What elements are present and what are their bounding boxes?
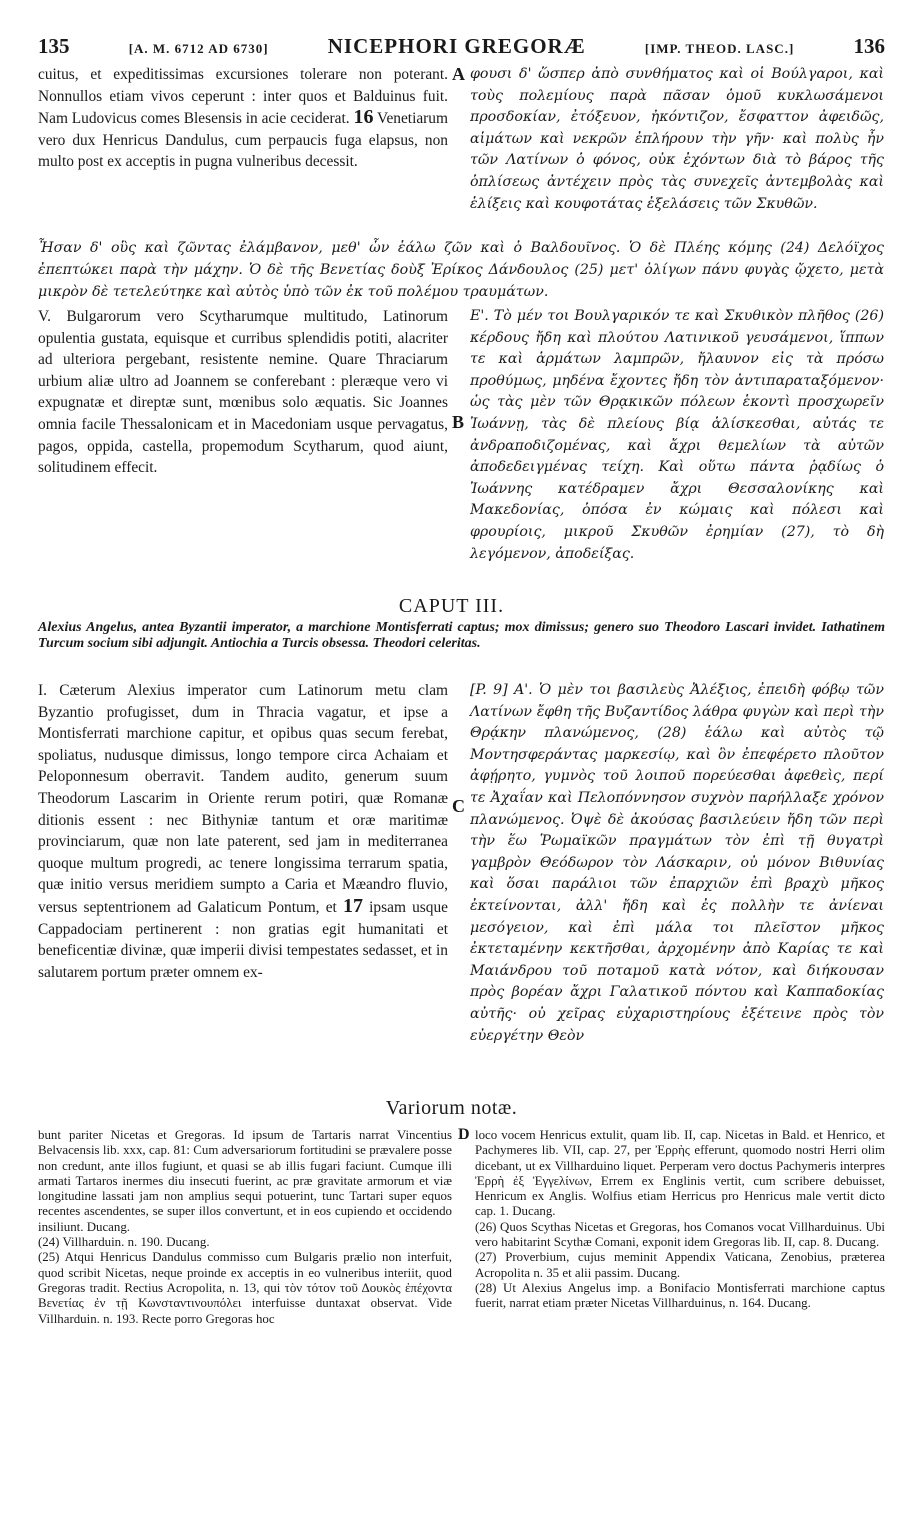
note-paragraph: (28) Ut Alexius Angelus imp. a Bonifacio Montisferrati marchione captus fuerit, narrat etiam præter Nicetas Villharduinus, n. 164. Ducang.	[475, 1280, 885, 1311]
margin-letter-b: B	[452, 412, 465, 432]
notes-column-left	[38, 1128, 452, 1327]
latin-column-section-i	[38, 680, 448, 983]
greek-text: Ε'. Τὸ μέν τοι Βουλγαρικόν τε καὶ Σκυθικὸν πλῆθος (26) κέρδους ἤδη καὶ πλούτου Λατινικοῦ γευσάμενοι, ἵππων τε καὶ ἁρμάτων λαμπρῶν, ἤλαυνον εἰς τὰ πρόσω προθύμως, μηδένα ἔχοντες ἤδη τὸν ἀντιπαραταξόμενον· ὡς τὰς μὲν τῶν Θρᾳκικῶν πόλεων ἑκοντὶ προσχωρεῖν Ἰωάννῃ, τὰς δὲ πλείους βίᾳ ἁλίσκεσθαι, αὐτάς τε ἀνδραποδιζομένας, καὶ ἄχρι θεμελίων τὰ αὐτῶν ἀποδεδειγμένας τείχη. Καὶ οὕτω πάντα ῥᾳδίως ὁ Ἰωάννης κατέδραμεν ἄχρι Θεσσαλονίκης καὶ Μακεδονίας, ὁπόσα ἐν κώμαις καὶ πόλεσι καὶ φρουρίοις, μικροῦ Σκυθῶν ἐρημίαν (27), τὸ δὴ λεγόμενον, ἀποδείξας.	[470, 308, 884, 562]
note-paragraph: (25) Atqui Henricus Dandulus commisso cum Bulgaris prælio non interfuit, quod scribit Nicetas, neque proinde ex acceptis in eo vulneribus interiit, quod Gregoras tradit. Rectius Acropolita, n. 13, qui τὸν τότον τοῦ Δουκὸς ἐπέχοντα Βενετίας ἐν τῇ Κωνσταντινουπόλει interfuisse duntaxat observat. Vide Villharduin. n. 193. Recte porro Gregoras hoc	[38, 1250, 452, 1326]
chapter-heading: CAPUT III.	[398, 595, 505, 617]
greek-column-section-i	[470, 680, 884, 1047]
section-marker-17: 17	[342, 894, 363, 917]
note-paragraph: (26) Quos Scythas Nicetas et Gregoras, hos Comanos vocat Villharduinus. Ubi vero habitarint Scythæ Comani, exponit idem Gregoras lib. II, cap. 8. Ducang.	[475, 1219, 885, 1250]
note-paragraph: bunt pariter Nicetas et Gregoras. Id ipsum de Tartaris narrat Vincentius Belvacensis lib. xxx, cap. 81: Cum adversariorum fortitudini se prævalere posse non credunt, ante illos fugiunt, et quasi se ab illis fugari faciunt. Cumque illi armati Tartaros inermes diu insecuti fuerint, ac præ gravitate armorum et viæ longitudine lassati jam non amplius sequi potuerint, tunc Tartari super equos recentes ascendentes, se super illos convertunt, et in eos cupiendo et occidendo insiliunt. Ducang.	[38, 1128, 452, 1234]
running-header	[38, 34, 885, 64]
notes-heading: Variorum notæ.	[385, 1097, 518, 1119]
greek-column-section-v	[470, 306, 884, 565]
section-marker-16: 16	[353, 106, 374, 129]
chapter-summary: Alexius Angelus, antea Byzantii imperator, a marchione Montisferrati captus; mox dimissus; genero suo Theodoro Lascari invidet. Iathatinem Turcum socium sibi adjungit. Antiochia a Turcis obsessa. Theodori celeritas.	[38, 620, 885, 651]
latin-text: ipsam usque Cappadociam pertinerent : non gratias egit humanitati et beneficentiæ divinæ, quæ imperii divisi tempestates sedasset, et in salutarem portum præter omnem ex-	[38, 898, 448, 981]
reign-span-right: [IMP. THEOD. LASC.]	[644, 41, 795, 56]
greek-text: φουσι δ' ὥσπερ ἀπὸ συνθήματος καὶ οἱ Βούλγαροι, καὶ τοὺς πολεμίους παρὰ πᾶσαν ὁμοῦ κυκλωσάμενοι προσδοκίαν, ἐτόξευον, ἠκόντιζον, ἔσφαττον ἀφειδῶς, αἱμάτων καὶ νεκρῶν ἐπλήρουν τὴν γῆν· καὶ πολὺς ἦν τῶν Λατίνων ὁ φόνος, οὐκ ἐχόντων διὰ τὸ βάρος τῆς ὁπλίσεως ἀντέχειν πρὸς τὰς συνεχεῖς ἀντεμβολὰς καὶ ἑλίξεις καὶ κουφοτάτας ἐξελάσεις τῶν Σκυθῶν.	[470, 66, 884, 212]
margin-letter-c: C	[452, 796, 465, 816]
page-number-left: 135	[38, 34, 70, 58]
page-number-right: 136	[853, 34, 885, 58]
latin-text: I. Cæterum Alexius imperator cum Latinorum metu clam Byzantio profugisset, dum in Thracia vagatur, et ipse a Montisferrati marchione capitur, et opibus quas secum ferebat, spoliatus, nudusque dimissus, longo tempore circa Achaiam et Peloponnesum oberravit. Tandem audito, generum suum Theodorum Lascarim in Oriente rerum potiri, quæ Romanæ ditionis essent : nec Bithyniæ tantum et oræ maritimæ provinciarum, quæ non late paterent, sed jam in mediterranea quoque multum progredi, ac tenere longissima terrarum spatia, quæ initio versus meridiem sumpto a Caria et Mæandro fluvio, versus septentrionem ad Galaticum Pontum, et	[38, 682, 448, 916]
latin-column-section-v	[38, 306, 448, 479]
margin-letter-d: D	[458, 1126, 470, 1143]
note-paragraph: (27) Proverbium, cujus meminit Appendix Vaticana, Zenobius, præterea Acropolita n. 35 et alii passim. Ducang.	[475, 1250, 885, 1280]
latin-text: Venetiarum vero dux Henricus Dandulus, cum perpaucis fuga elapsus, non multo post ex acceptis in pugna vulneribus decessit.	[38, 110, 448, 171]
notes-column-right	[475, 1128, 885, 1312]
margin-letter-a: A	[452, 64, 465, 84]
latin-text: V. Bulgarorum vero Scytharumque multitudo, Latinorum opulentia gustata, equisque et curribus splendidis potiti, alacriter ad ulteriora pergebant, resistente nemine. Quare Thraciarum urbium aliæ ultro ad Joannem se conferebant : pleræque vero vi expugnatæ et direptæ sunt, mœnibus solo æquatis. Sic Joannes omnia facile Thessalonicam et in Macedoniam usque pervagatus, pagos, oppida, castella, propemodum Scytharum, quod aiunt, solitudinem effecit.	[38, 308, 448, 477]
latin-text: cuitus, et expeditissimas excursiones tolerare non poterant. Nonnullos etiam vivos ceperunt : inter quos et Balduinus fuit. Nam Ludovicus comes Blesensis in acie ceciderat.	[38, 66, 448, 128]
greek-column-top	[470, 64, 884, 215]
greek-text: [P. 9] Α'. Ὁ μὲν τοι βασιλεὺς Ἀλέξιος, ἐπειδὴ φόβῳ τῶν Λατίνων ἔφθη τῆς Βυζαντίδος λάθρα φυγὼν καὶ περὶ τὴν Θρᾴκην πλανώμενος, (28) ἑάλω καὶ αὐτὸς τῷ Μοντησφεράντας μαρκεσίῳ, καὶ ὃν ἐπεφέρετο πλοῦτον ἀφῄρητο, γυμνὸς τοῦ λοιποῦ πορεύεσθαι ἀφεθεὶς, περί τε Ἀχαΐαν καὶ Πελοπόννησον συχνὸν παρήλλαξε χρόνον πλανώμενος. Ὀψὲ δὲ ἀκούσας βασιλεύειν ἤδη τῶν περὶ τὴν ἕω Ῥωμαϊκῶν πραγμάτων τὸν ἐπὶ τῇ θυγατρὶ γαμβρὸν Θεόδωρον τὸν Λάσκαριν, οὐ μόνον Βιθυνίας καὶ ὅσαι παράλιοι τῶν ἐπαρχιῶν ἐπὶ βραχὺ μῆκος ἐκτείνονται, ἀλλ' ἤδη καὶ ἐς πολλὴν τε ἀνίεναι μεσόγειον, καὶ ἐπὶ μάλα τοι πλεῖστον μῆκος ἐκτεταμένην κεκτῆσθαι, ἀρχομένην ἀπὸ Καρίας τε καὶ Μαιάνδρου τοῦ ποταμοῦ κατὰ νότον, καὶ διήκουσαν πρὸς βορέαν ἄχρι Γαλατικοῦ πόντου καὶ Καππαδοκίας αὐτῆς· οὐ χεῖρας εὐχαριστηρίους ἐξέτεινε πρὸς τὸν εὐεργέτην Θεὸν	[470, 682, 884, 1044]
note-paragraph: loco vocem Henricus extulit, quam lib. II, cap. Nicetas in Bald. et Henrico, et Pachymeres lib. VII, cap. 27, per Ἐρρὴς efferunt, quomodo nostri Herri olim dicebant, ut ex Villharduino liquet. Perperam vero doctus Pachymeris interpres Ἐρρὴ ἐξ Ἐγγελίνων, Errem ex Englinis vertit, cum scribere debuisset, Henricum ex Anglis. Wolfius etiam Herricus pro Henricus male vertit dicto cap. 1. Ducang.	[475, 1128, 885, 1219]
greek-full-width-paragraph: Ἦσαν δ' οὓς καὶ ζῶντας ἐλάμβανον, μεθ' ὧν ἑάλω ζῶν καὶ ὁ Βαλδουῖνος. Ὁ δὲ Πλέης κόμης (24) Δελόϊχος ἐπεπτώκει παρὰ τὴν μάχην. Ὁ δὲ τῆς Βενετίας δοὺξ Ἐρίκος Δάνδουλος (25) μετ' ὀλίγων πάνυ φυγὰς ᾤχετο, μετὰ μικρὸν δὲ τετελεύτηκε καὶ αὐτὸς ὑπὸ τῶν ἐκ τοῦ πολέμου τραυμάτων.	[38, 240, 884, 300]
note-paragraph: (24) Villharduin. n. 190. Ducang.	[38, 1235, 210, 1250]
year-span-left: [A. M. 6712 AD 6730]	[128, 41, 269, 56]
running-title: NICEPHORI GREGORÆ	[327, 34, 586, 58]
latin-column-top	[38, 64, 448, 173]
